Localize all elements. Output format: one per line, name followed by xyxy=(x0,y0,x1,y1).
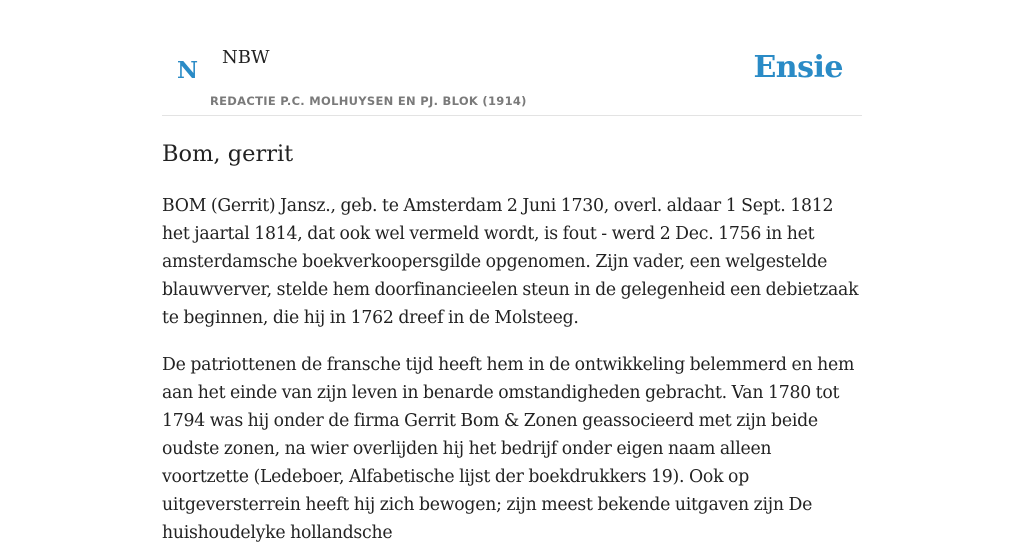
article-paragraph: BOM (Gerrit) Jansz., geb. te Amsterdam 2 Juni 1730, overl. aldaar 1 Sept. 1812 het jaartal 1814, dat ook wel vermeld wordt, is fout - werd 2 Dec. 1756 in het amsterdamsche boekverkoopersgilde opgenomen. Zijn vader, een welgestelde blauwverver, stelde hem doorfinancieelen steun in de gelegenheid een debietzaak te beginnen, die hij in 1762 dreef in de Molsteeg. xyxy=(162,196,859,328)
source-subtitle: REDACTIE P.C. MOLHUYSEN EN PJ. BLOK (1914) xyxy=(210,94,527,108)
article xyxy=(162,136,862,547)
article-paragraph: De patriottenen de fransche tijd heeft hem in de ontwikkeling belemmerd en hem aan het einde van zijn leven in benarde omstandigheden gebracht. Van 1780 tot 1794 was hij onder de firma Gerrit Bom & Zonen geassocieerd met zijn beide oudste zonen, na wier overlijden hij het bedrijf onder eigen naam alleen voortzette (Ledeboer, Alfabetische lijst der boekdrukkers 19). Ook op uitgeversterrein heeft hij zich bewogen; zijn meest bekende uitgaven zijn De huishoudelyke hollandsche xyxy=(162,355,855,543)
source-title[interactable]: NBW xyxy=(222,47,270,68)
ensie-logo[interactable]: Ensie xyxy=(753,50,843,85)
source-logo[interactable]: N xyxy=(177,57,199,84)
page-title: Bom, gerrit xyxy=(162,141,294,167)
source-header xyxy=(162,40,862,116)
